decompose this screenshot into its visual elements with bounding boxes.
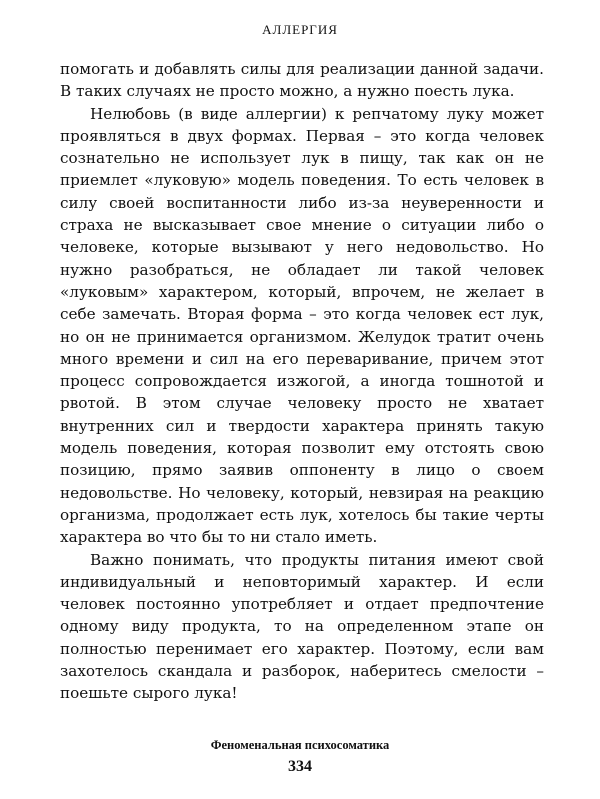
running-head: АЛЛЕРГИЯ — [262, 22, 338, 37]
paragraph-food-character: Важно понимать, что продукты питания имеют свой индивидуальный и неповторимый характер. И если человек постоянно употребляет и отдает предпочтение одному виду продукта, то на определенном этапе он полностью перенимает его характер. Поэтому, если вам захотелось скандала и разборок, наберитесь смелости – поешьте сырого лука! — [60, 550, 544, 703]
body-text — [60, 58, 544, 705]
paragraph-continuation: помогать и добавлять силы для реализации данной задачи. В таких случаях не просто можно, а нужно поесть лука. — [60, 60, 544, 101]
footer-book-title: Феноменальная психосоматика — [210, 738, 390, 752]
page-number: 334 — [288, 758, 312, 775]
paragraph-onion-aversion: Нелюбовь (в виде аллергии) к репчатому луку может проявляться в двух формах. Первая – это когда человек сознательно не использует лук в пищу, так как он не приемлет «луковую» модель поведения. То есть человек в силу своей воспитанности либо из-за неуверенности и страха не высказывает свое мнение о ситуации либо о человеке, которые вызывают у него недовольство. Но нужно разобраться, не обладает ли такой человек «луковым» характером, который, впрочем, не желает в себе замечать. Вторая форма – это когда человек ест лук, но он не принимается организмом. Желудок тратит очень много времени и сил на его переваривание, причем этот процесс сопровождается изжогой, а иногда тошнотой и рвотой. В этом случае человеку просто не хватает внутренних сил и твердости характера принять такую модель поведения, которая позволит ему отстоять свою позицию, прямо заявив оппоненту в лицо о своем недовольстве. Но человеку, который, невзирая на реакцию организма, продолжает есть лук, хотелось бы такие черты характера во что бы то ни стало иметь. — [60, 104, 544, 547]
